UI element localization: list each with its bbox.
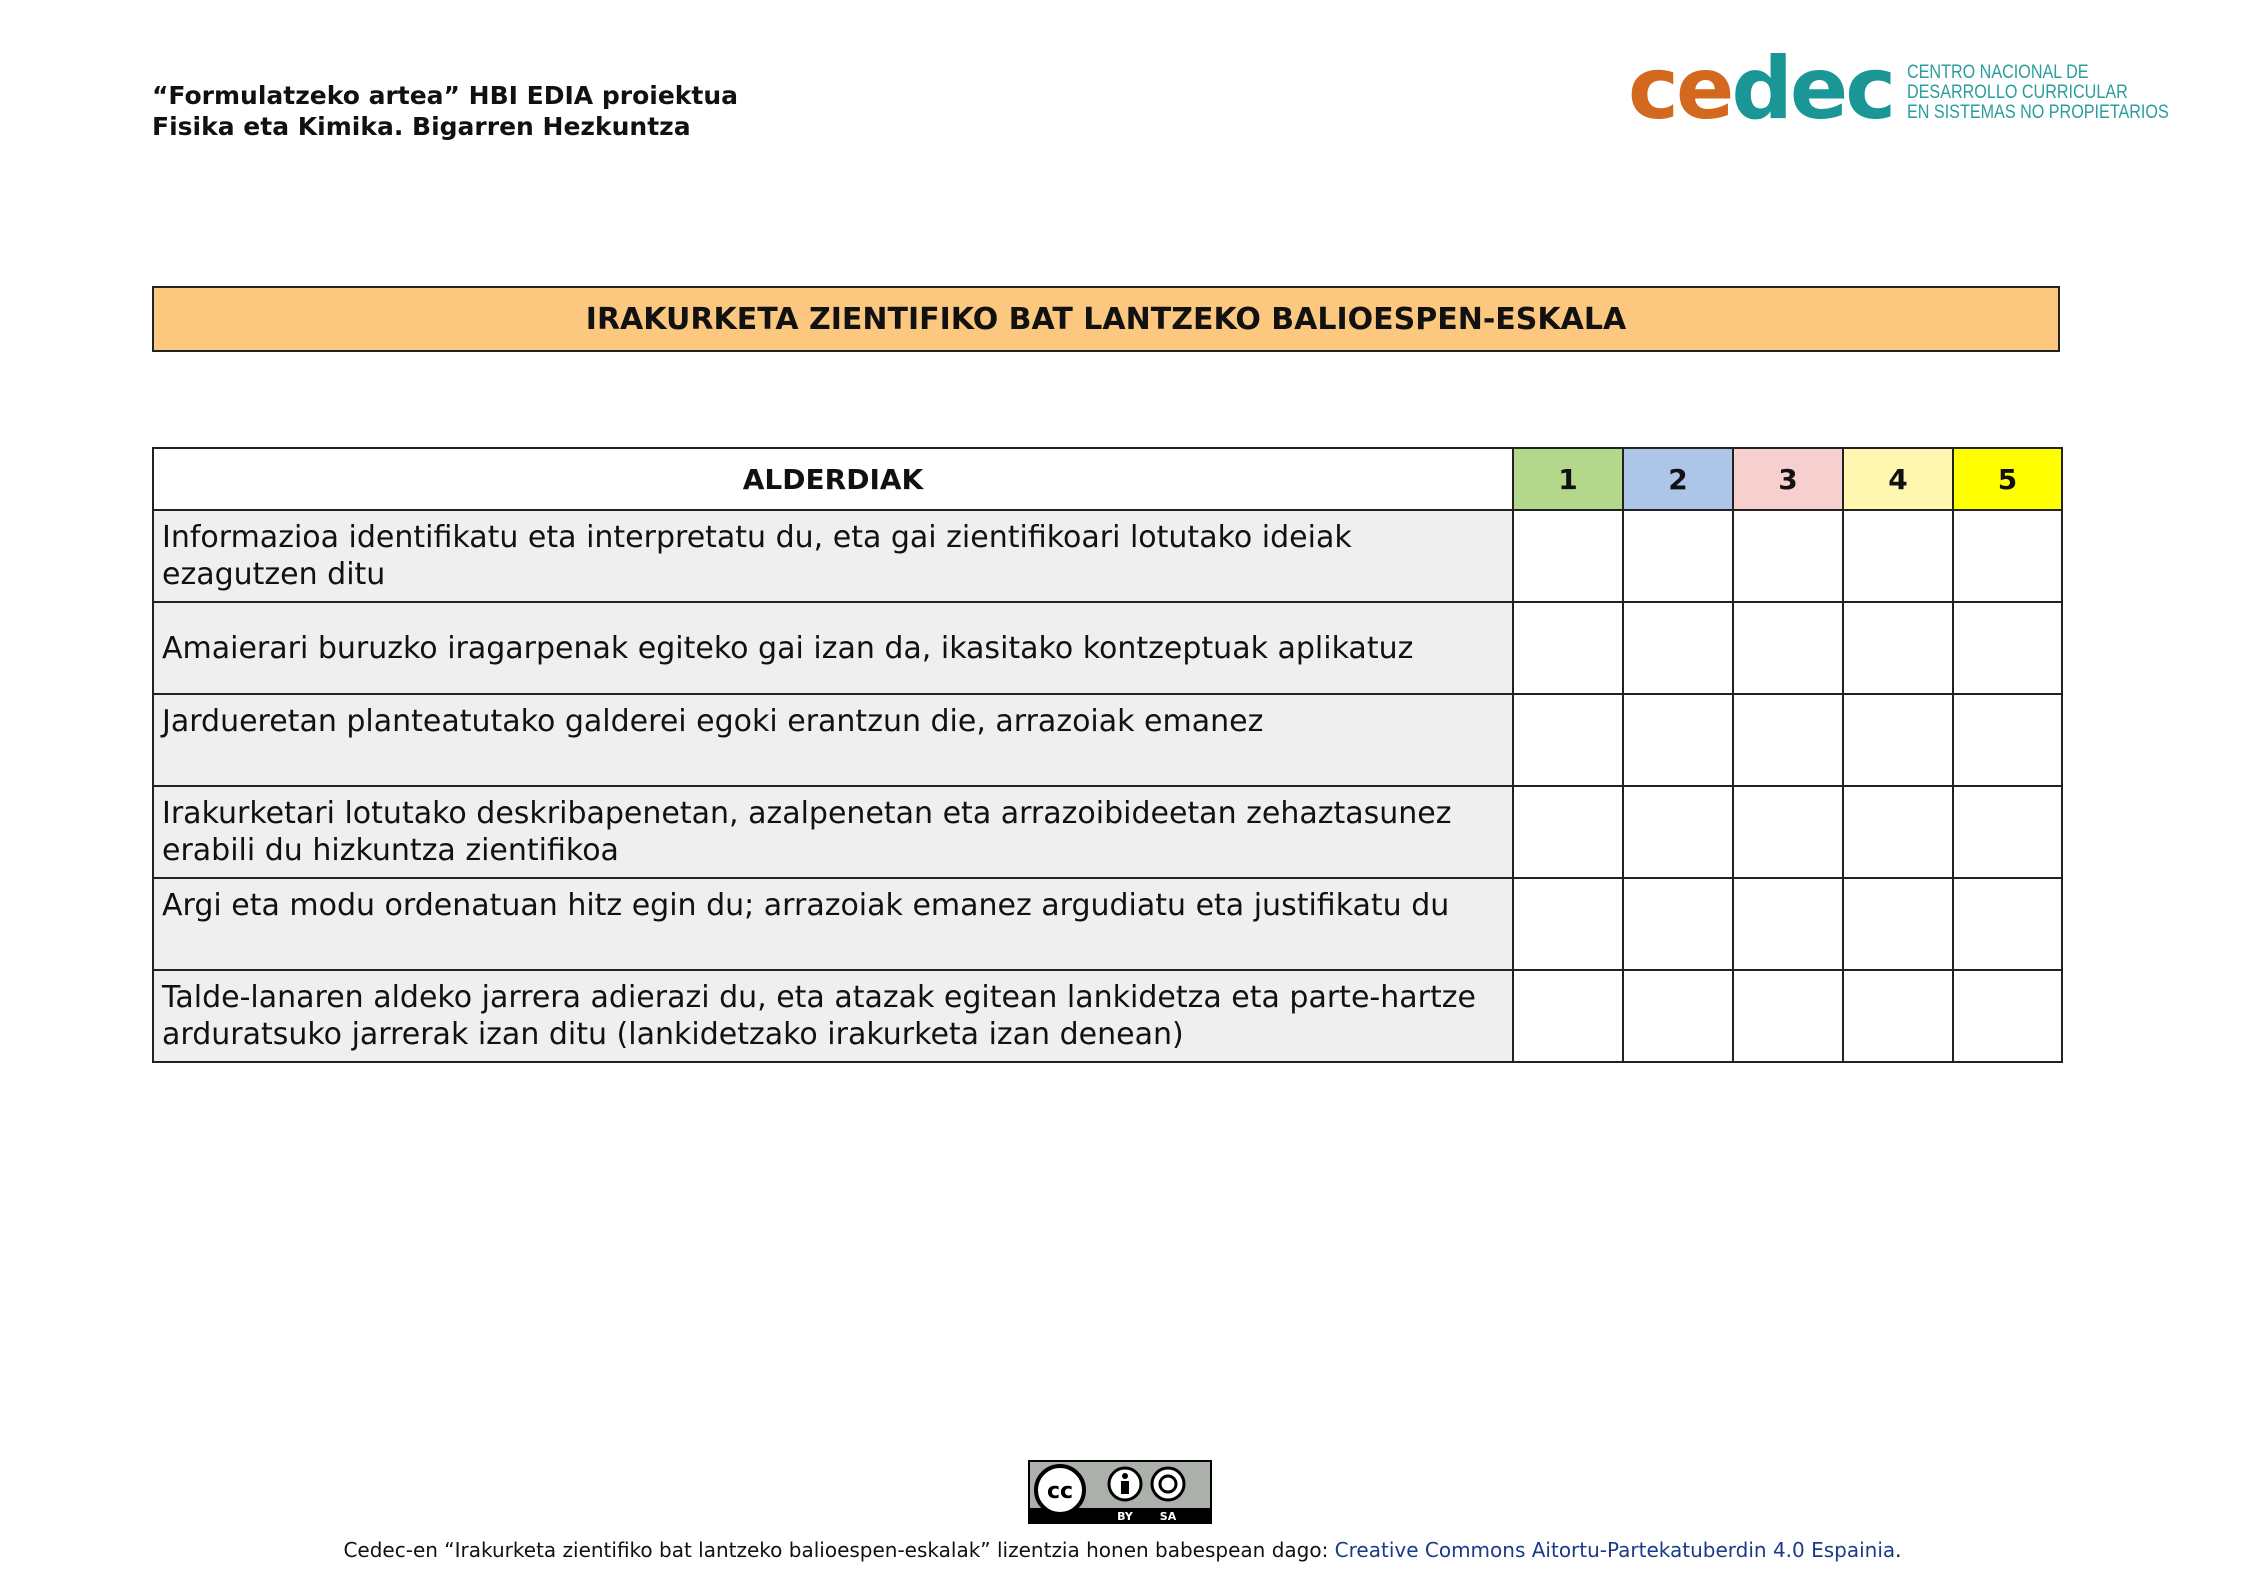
score-cell[interactable]	[1843, 786, 1953, 878]
score-cell[interactable]	[1843, 602, 1953, 694]
table-row	[153, 510, 2062, 602]
sa-share-alike-icon	[1152, 1468, 1184, 1500]
cedec-logo-part1: ce	[1628, 39, 1732, 139]
table-row	[153, 694, 2062, 786]
aspects-column-header: ALDERDIAK	[153, 448, 1513, 510]
license-footer	[0, 1538, 2245, 1562]
by-icon-body	[1121, 1481, 1129, 1494]
score-cell[interactable]	[1843, 694, 1953, 786]
score-cell[interactable]	[1513, 602, 1623, 694]
tagline-line: EN SISTEMAS NO PROPIETARIOS	[1907, 102, 2169, 123]
cedec-logo-word	[1628, 39, 1894, 139]
rating-scale-table	[152, 447, 2063, 1063]
score-cell[interactable]	[1623, 786, 1733, 878]
document-header	[152, 80, 738, 142]
score-cell[interactable]	[1843, 878, 1953, 970]
score-cell[interactable]	[1953, 602, 2062, 694]
aspect-text: Argi eta modu ordenatuan hitz egin du; arrazoiak emanez argudiatu eta justifikatu du	[153, 878, 1513, 970]
score-cell[interactable]	[1953, 878, 2062, 970]
score-header-4: 4	[1843, 448, 1953, 510]
sa-label: SA	[1159, 1510, 1177, 1523]
score-cell[interactable]	[1623, 878, 1733, 970]
by-icon-head	[1122, 1473, 1128, 1479]
score-header-2: 2	[1623, 448, 1733, 510]
score-cell[interactable]	[1513, 694, 1623, 786]
score-cell[interactable]	[1733, 970, 1843, 1062]
by-label: BY	[1117, 1510, 1133, 1523]
score-cell[interactable]	[1513, 970, 1623, 1062]
table-row	[153, 878, 2062, 970]
score-cell[interactable]	[1513, 786, 1623, 878]
score-cell[interactable]	[1623, 510, 1733, 602]
license-link[interactable]: Creative Commons Aitortu-Partekatuberdin 4.0 Espainia	[1334, 1538, 1896, 1562]
project-title: “Formulatzeko artea” HBI EDIA proiektua	[152, 81, 739, 110]
aspect-text: Irakurketari lotutako deskribapenetan, azalpenetan eta arrazoibideetan zehaztasunez erabili du hizkuntza zientifikoa	[153, 786, 1513, 878]
score-cell[interactable]	[1953, 786, 2062, 878]
license-end: .	[1895, 1538, 1902, 1562]
tagline-line: CENTRO NACIONAL DE	[1907, 62, 2089, 83]
table-row	[153, 970, 2062, 1062]
score-cell[interactable]	[1733, 786, 1843, 878]
score-header-1: 1	[1513, 448, 1623, 510]
cedec-logo-part2: dec	[1731, 39, 1894, 139]
score-cell[interactable]	[1733, 694, 1843, 786]
subject-title: Fisika eta Kimika. Bigarren Hezkuntza	[152, 112, 691, 141]
aspect-text: Informazioa identifikatu eta interpretatu du, eta gai zientifikoari lotutako ideiak ezagutzen ditu	[153, 510, 1513, 602]
cc-by-sa-badge[interactable]	[1028, 1460, 1212, 1524]
score-cell[interactable]	[1623, 970, 1733, 1062]
score-cell[interactable]	[1953, 510, 2062, 602]
cedec-logo-tagline	[1907, 63, 2169, 123]
aspect-text: Talde-lanaren aldeko jarrera adierazi du, eta atazak egitean lankidetza eta parte-hartze arduratsuko jarrerak izan ditu (lankidetzako irakurketa izan denean)	[153, 970, 1513, 1062]
license-text: Cedec-en “Irakurketa zientifiko bat lantzeko balioespen-eskalak” lizentzia honen babespean dago:	[343, 1538, 1335, 1562]
cedec-logo	[1628, 39, 2215, 139]
page-title: IRAKURKETA ZIENTIFIKO BAT LANTZEKO BALIOESPEN-ESKALA	[152, 286, 2060, 352]
table-row	[153, 786, 2062, 878]
score-header-5: 5	[1953, 448, 2062, 510]
score-cell[interactable]	[1513, 878, 1623, 970]
score-cell[interactable]	[1953, 694, 2062, 786]
cc-icon-label: cc	[1046, 1479, 1074, 1504]
score-header-3: 3	[1733, 448, 1843, 510]
score-cell[interactable]	[1733, 878, 1843, 970]
score-cell[interactable]	[1733, 602, 1843, 694]
table-row	[153, 602, 2062, 694]
score-cell[interactable]	[1623, 694, 1733, 786]
score-cell[interactable]	[1843, 970, 1953, 1062]
aspect-text: Amaierari buruzko iragarpenak egiteko gai izan da, ikasitako kontzeptuak aplikatuz	[153, 602, 1513, 694]
score-cell[interactable]	[1843, 510, 1953, 602]
score-cell[interactable]	[1513, 510, 1623, 602]
aspect-text: Jardueretan planteatutako galderei egoki erantzun die, arrazoiak emanez	[153, 694, 1513, 786]
table-header-row	[153, 448, 2062, 510]
score-cell[interactable]	[1953, 970, 2062, 1062]
tagline-line: DESARROLLO CURRICULAR	[1907, 82, 2128, 103]
score-cell[interactable]	[1623, 602, 1733, 694]
score-cell[interactable]	[1733, 510, 1843, 602]
